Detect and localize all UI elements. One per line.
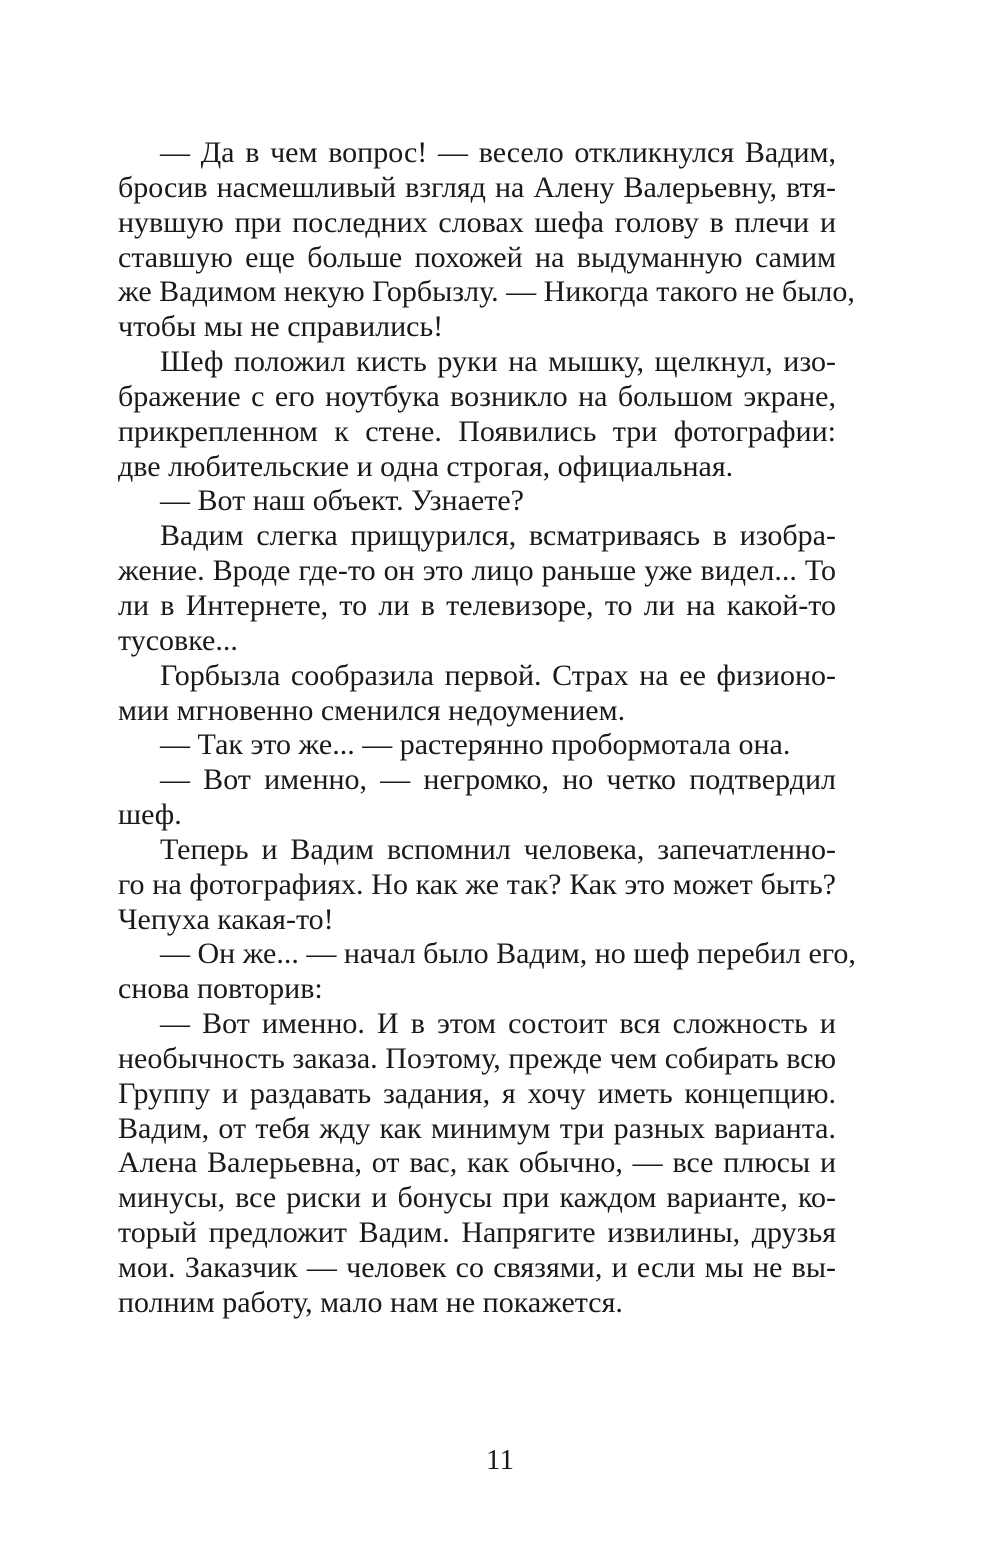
- text-line: две любительские и одна строгая, официальная.: [118, 449, 734, 483]
- text-line: Алена Валерьевна, от вас, как обычно, — все плюсы и: [118, 1146, 836, 1180]
- text-line: необычность заказа. Поэтому, прежде чем собирать всю: [118, 1041, 836, 1075]
- text-line: прикрепленном к стене. Появились три фотографии:: [118, 414, 836, 448]
- text-line: — Да в чем вопрос! — весело откликнулся Вадим,: [160, 136, 836, 169]
- text-line: ставшую еще больше похожей на выдуманную самим: [118, 240, 836, 274]
- text-line: Чепуха какая-то!: [118, 902, 334, 936]
- text-line: тусовке...: [118, 623, 238, 657]
- paragraph: [118, 728, 836, 763]
- text-line: мии мгновенно сменился недоумением.: [118, 693, 626, 727]
- text-line: Вадим, от тебя жду как минимум три разных варианта.: [118, 1111, 836, 1145]
- body-text: [118, 136, 856, 1321]
- text-line: торый предложит Вадим. Напрягите извилины, друзья: [118, 1216, 836, 1250]
- text-line: же Вадимом некую Горбызлу. — Никогда такого не было,: [118, 275, 855, 309]
- text-line: го на фотографиях. Но как же так? Как это может быть?: [118, 867, 836, 901]
- paragraph: [118, 833, 836, 938]
- text-line: минусы, все риски и бонусы при каждом варианте, ко-: [118, 1181, 836, 1215]
- text-line: — Он же... — начал было Вадим, но шеф перебил его,: [160, 937, 856, 971]
- text-line: — Вот именно. И в этом состоит вся сложность и: [160, 1007, 836, 1041]
- text-line: — Вот наш объект. Узнаете?: [160, 484, 524, 518]
- text-line: чтобы мы не справились!: [118, 310, 444, 344]
- text-line: Теперь и Вадим вспомнил человека, запечатленно-: [160, 832, 836, 866]
- text-line: нувшую при последних словах шефа голову в плечи и: [118, 205, 836, 239]
- text-line: Горбызла сообразила первой. Страх на ее физионо-: [160, 658, 836, 692]
- text-line: — Вот именно, — негромко, но четко подтвердил: [160, 763, 836, 797]
- text-line: ли в Интернете, то ли в телевизоре, то ли на какой-то: [118, 588, 836, 622]
- text-line: Шеф положил кисть руки на мышку, щелкнул, изо-: [160, 345, 836, 379]
- text-line: полним работу, мало нам не покажется.: [118, 1285, 623, 1319]
- paragraph: [118, 1007, 836, 1321]
- text-line: Группу и раздавать задания, я хочу иметь концепцию.: [118, 1076, 836, 1110]
- text-line: мои. Заказчик — человек со связями, и если мы не вы-: [118, 1251, 836, 1284]
- page-number: 11: [486, 1444, 514, 1476]
- paragraph: [118, 763, 836, 833]
- text-line: Вадим слегка прищурился, всматриваясь в изобра-: [160, 519, 836, 553]
- paragraph: [118, 484, 836, 519]
- paragraph: [118, 519, 836, 658]
- text-line: бражение с его ноутбука возникло на большом экране,: [118, 379, 836, 413]
- text-line: шеф.: [118, 798, 182, 832]
- paragraph: [118, 659, 836, 729]
- text-line: жение. Вроде где-то он это лицо раньше уже видел... То: [118, 554, 836, 588]
- paragraph: [118, 937, 856, 1007]
- text-line: снова повторив:: [118, 972, 323, 1006]
- text-line: бросив насмешливый взгляд на Алену Валерьевну, втя-: [118, 170, 836, 204]
- paragraph: [118, 136, 855, 345]
- text-line: — Так это же... — растерянно пробормотала она.: [160, 728, 791, 762]
- paragraph: [118, 345, 836, 484]
